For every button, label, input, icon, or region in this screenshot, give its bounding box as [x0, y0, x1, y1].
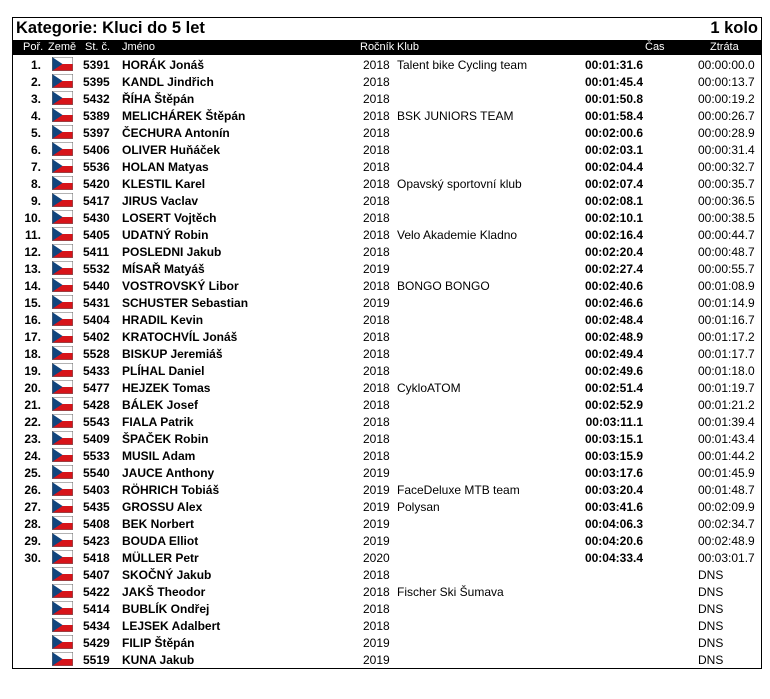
year-cell: 2018 [363, 126, 390, 140]
bib-number-cell: 5402 [83, 330, 110, 344]
position-cell: 27. [24, 500, 41, 514]
position-cell: 10. [24, 211, 41, 225]
table-row [13, 192, 761, 209]
czech-flag-icon [52, 142, 73, 156]
position-cell: 26. [24, 483, 41, 497]
name-cell: FIALA Patrik [122, 415, 194, 429]
round-label: 1 kolo [710, 19, 758, 37]
time-cell: 00:02:40.6 [584, 279, 643, 293]
czech-flag-icon [52, 193, 73, 207]
name-cell: SCHUSTER Sebastian [122, 296, 249, 310]
time-cell: 00:03:11.1 [585, 415, 643, 429]
czech-flag-icon [52, 380, 73, 394]
position-cell: 6. [30, 143, 41, 157]
czech-flag-icon [52, 244, 73, 258]
position-cell: 21. [24, 398, 41, 412]
czech-flag-icon [52, 261, 73, 275]
year-cell: 2018 [363, 177, 390, 191]
table-row [13, 549, 761, 566]
name-cell: BEK Norbert [122, 517, 195, 531]
col-name: Jméno [122, 41, 156, 53]
czech-flag-icon [52, 227, 73, 241]
name-cell: JAUCE Anthony [122, 466, 215, 480]
time-cell: 00:02:49.4 [584, 347, 643, 361]
czech-flag-icon [52, 312, 73, 326]
bib-number-cell: 5528 [83, 347, 110, 361]
position-cell: 30. [24, 551, 41, 565]
name-cell: UDATNÝ Robin [122, 228, 209, 242]
year-cell: 2018 [363, 211, 390, 225]
club-cell: FaceDeluxe MTB team [397, 483, 520, 497]
club-cell: BONGO BONGO [397, 279, 490, 293]
time-cell: 00:03:20.4 [584, 483, 643, 497]
table-row [13, 175, 761, 192]
table-row [13, 277, 761, 294]
czech-flag-icon [52, 516, 73, 530]
bib-number-cell: 5434 [83, 619, 110, 633]
czech-flag-icon [52, 584, 73, 598]
loss-cell: DNS [698, 636, 724, 650]
loss-cell: 00:01:17.2 [698, 330, 755, 344]
time-cell: 00:02:10.1 [584, 211, 643, 225]
time-cell: 00:02:49.6 [584, 364, 643, 378]
name-cell: HEJZEK Tomas [122, 381, 211, 395]
position-cell: 8. [30, 177, 41, 191]
table-row [13, 56, 761, 73]
name-cell: OLIVER Huňáček [122, 143, 221, 157]
loss-cell: 00:00:38.5 [698, 211, 755, 225]
position-cell: 13. [24, 262, 41, 276]
year-cell: 2018 [363, 432, 390, 446]
czech-flag-icon [52, 159, 73, 173]
czech-flag-icon [52, 108, 73, 122]
czech-flag-icon [52, 210, 73, 224]
loss-cell: 00:01:16.7 [698, 313, 755, 327]
time-cell: 00:02:27.4 [584, 262, 643, 276]
czech-flag-icon [52, 448, 73, 462]
club-cell: Polysan [397, 500, 440, 514]
table-row [13, 124, 761, 141]
year-cell: 2018 [363, 143, 390, 157]
time-cell: 00:02:20.4 [584, 245, 643, 259]
position-cell: 3. [30, 92, 41, 106]
czech-flag-icon [52, 74, 73, 88]
table-row [13, 209, 761, 226]
table-row [13, 447, 761, 464]
loss-cell: DNS [698, 602, 724, 616]
time-cell: 00:04:20.6 [584, 534, 643, 548]
col-bib: St. č. [85, 41, 111, 53]
year-cell: 2019 [363, 534, 390, 548]
loss-cell: 00:00:55.7 [698, 262, 755, 276]
year-cell: 2018 [363, 279, 390, 293]
position-cell: 1. [30, 58, 41, 72]
loss-cell: 00:00:48.7 [698, 245, 755, 259]
year-cell: 2019 [363, 636, 390, 650]
col-year: Ročník [360, 41, 395, 53]
loss-cell: 00:02:34.7 [698, 517, 755, 531]
bib-number-cell: 5428 [83, 398, 110, 412]
loss-cell: 00:03:01.7 [698, 551, 755, 565]
table-row [13, 430, 761, 447]
title-bar [13, 18, 761, 40]
year-cell: 2018 [363, 75, 390, 89]
time-cell: 00:02:16.4 [584, 228, 643, 242]
czech-flag-icon [52, 176, 73, 190]
col-loss: Ztráta [710, 41, 739, 53]
loss-cell: 00:00:26.7 [698, 109, 755, 123]
position-cell: 18. [24, 347, 41, 361]
bib-number-cell: 5429 [83, 636, 110, 650]
bib-number-cell: 5440 [83, 279, 110, 293]
table-row [13, 260, 761, 277]
year-cell: 2018 [363, 58, 390, 72]
club-cell: Velo Akademie Kladno [397, 228, 518, 242]
name-cell: KANDL Jindřich [122, 75, 214, 89]
loss-cell: DNS [698, 585, 724, 599]
year-cell: 2018 [363, 194, 390, 208]
position-cell: 7. [30, 160, 41, 174]
table-row [13, 396, 761, 413]
bib-number-cell: 5391 [83, 58, 110, 72]
time-cell: 00:01:45.4 [584, 75, 643, 89]
loss-cell: DNS [698, 653, 724, 667]
table-row [13, 379, 761, 396]
czech-flag-icon [52, 618, 73, 632]
name-cell: KRATOCHVÍL Jonáš [122, 330, 238, 344]
year-cell: 2018 [363, 364, 390, 378]
name-cell: MUSIL Adam [122, 449, 196, 463]
loss-cell: 00:00:00.0 [698, 58, 755, 72]
name-cell: JAKŠ Theodor [122, 585, 206, 599]
position-cell: 12. [24, 245, 41, 259]
time-cell: 00:02:08.1 [584, 194, 643, 208]
bib-number-cell: 5533 [83, 449, 110, 463]
name-cell: ŠPAČEK Robin [122, 432, 209, 446]
czech-flag-icon [52, 278, 73, 292]
year-cell: 2018 [363, 313, 390, 327]
table-row [13, 515, 761, 532]
position-cell: 29. [24, 534, 41, 548]
loss-cell: 00:01:18.0 [698, 364, 755, 378]
name-cell: LEJSEK Adalbert [122, 619, 221, 633]
bib-number-cell: 5536 [83, 160, 110, 174]
loss-cell: 00:00:44.7 [698, 228, 755, 242]
czech-flag-icon [52, 465, 73, 479]
czech-flag-icon [52, 125, 73, 139]
club-cell: Fischer Ski Šumava [397, 585, 504, 599]
name-cell: BUBLÍK Ondřej [122, 602, 210, 616]
col-pos: Poř. [23, 41, 44, 53]
bib-number-cell: 5430 [83, 211, 110, 225]
bib-number-cell: 5414 [83, 602, 110, 616]
results-sheet [12, 17, 762, 669]
loss-cell: 00:01:48.7 [698, 483, 755, 497]
bib-number-cell: 5397 [83, 126, 110, 140]
czech-flag-icon [52, 346, 73, 360]
table-row [13, 158, 761, 175]
czech-flag-icon [52, 499, 73, 513]
table-row [13, 90, 761, 107]
name-cell: KUNA Jakub [122, 653, 195, 667]
bib-number-cell: 5422 [83, 585, 110, 599]
column-header [13, 40, 761, 55]
year-cell: 2018 [363, 109, 390, 123]
table-row [13, 464, 761, 481]
year-cell: 2018 [363, 619, 390, 633]
loss-cell: 00:00:35.7 [698, 177, 755, 191]
table-row [13, 532, 761, 549]
name-cell: POSLEDNI Jakub [122, 245, 222, 259]
position-cell: 15. [24, 296, 41, 310]
bib-number-cell: 5405 [83, 228, 110, 242]
time-cell: 00:02:51.4 [584, 381, 643, 395]
table-row [13, 73, 761, 90]
table-row [13, 481, 761, 498]
year-cell: 2018 [363, 330, 390, 344]
time-cell: 00:02:48.4 [584, 313, 643, 327]
position-cell: 2. [30, 75, 41, 89]
bib-number-cell: 5540 [83, 466, 110, 480]
year-cell: 2019 [363, 262, 390, 276]
loss-cell: 00:00:32.7 [698, 160, 755, 174]
table-row [13, 617, 761, 634]
name-cell: MÜLLER Petr [122, 551, 199, 565]
bib-number-cell: 5431 [83, 296, 110, 310]
bib-number-cell: 5417 [83, 194, 110, 208]
time-cell: 00:03:15.1 [584, 432, 643, 446]
loss-cell: 00:01:45.9 [698, 466, 755, 480]
time-cell: 00:04:33.4 [584, 551, 643, 565]
bib-number-cell: 5418 [83, 551, 110, 565]
table-row [13, 294, 761, 311]
time-cell: 00:02:04.4 [584, 160, 643, 174]
bib-number-cell: 5423 [83, 534, 110, 548]
table-row [13, 243, 761, 260]
loss-cell: 00:00:31.4 [698, 143, 755, 157]
czech-flag-icon [52, 482, 73, 496]
bib-number-cell: 5408 [83, 517, 110, 531]
year-cell: 2018 [363, 381, 390, 395]
name-cell: KLESTIL Karel [122, 177, 206, 191]
time-cell: 00:03:41.6 [584, 500, 643, 514]
table-row [13, 226, 761, 243]
position-cell: 19. [24, 364, 41, 378]
position-cell: 9. [30, 194, 41, 208]
position-cell: 16. [24, 313, 41, 327]
bib-number-cell: 5435 [83, 500, 110, 514]
bib-number-cell: 5404 [83, 313, 110, 327]
time-cell: 00:02:03.1 [584, 143, 643, 157]
table-row [13, 634, 761, 651]
loss-cell: 00:02:09.9 [698, 500, 755, 514]
czech-flag-icon [52, 91, 73, 105]
time-cell: 00:02:07.4 [584, 177, 643, 191]
name-cell: PLÍHAL Daniel [122, 364, 205, 378]
position-cell: 4. [30, 109, 41, 123]
czech-flag-icon [52, 635, 73, 649]
year-cell: 2018 [363, 602, 390, 616]
club-cell: CykloATOM [397, 381, 461, 395]
bib-number-cell: 5519 [83, 653, 110, 667]
year-cell: 2020 [363, 551, 390, 565]
name-cell: BISKUP Jeremiáš [122, 347, 223, 361]
year-cell: 2019 [363, 500, 390, 514]
name-cell: JIRUS Vaclav [122, 194, 199, 208]
table-row [13, 328, 761, 345]
czech-flag-icon [52, 363, 73, 377]
time-cell: 00:03:15.9 [584, 449, 643, 463]
table-row [13, 413, 761, 430]
name-cell: BOUDA Elliot [122, 534, 199, 548]
club-cell: BSK JUNIORS TEAM [397, 109, 514, 123]
table-row [13, 498, 761, 515]
loss-cell: 00:01:08.9 [698, 279, 755, 293]
czech-flag-icon [52, 295, 73, 309]
loss-cell: DNS [698, 619, 724, 633]
bib-number-cell: 5532 [83, 262, 110, 276]
table-row [13, 600, 761, 617]
position-cell: 17. [24, 330, 41, 344]
loss-cell: 00:01:43.4 [698, 432, 755, 446]
czech-flag-icon [52, 397, 73, 411]
position-cell: 24. [24, 449, 41, 463]
time-cell: 00:01:31.6 [584, 58, 643, 72]
year-cell: 2018 [363, 92, 390, 106]
year-cell: 2018 [363, 398, 390, 412]
loss-cell: 00:01:21.2 [698, 398, 755, 412]
time-cell: 00:02:48.9 [584, 330, 643, 344]
loss-cell: 00:01:14.9 [698, 296, 755, 310]
table-row [13, 345, 761, 362]
position-cell: 11. [24, 228, 41, 242]
table-row [13, 583, 761, 600]
name-cell: HOLAN Matyas [122, 160, 209, 174]
year-cell: 2018 [363, 415, 390, 429]
year-cell: 2019 [363, 296, 390, 310]
name-cell: ŘÍHA Štěpán [122, 92, 195, 106]
table-row [13, 651, 761, 668]
name-cell: HRADIL Kevin [122, 313, 204, 327]
col-club: Klub [397, 41, 420, 53]
col-time: Čas [645, 41, 665, 53]
year-cell: 2019 [363, 483, 390, 497]
name-cell: LOSERT Vojtěch [122, 211, 217, 225]
time-cell: 00:02:46.6 [584, 296, 643, 310]
year-cell: 2018 [363, 449, 390, 463]
bib-number-cell: 5407 [83, 568, 110, 582]
bib-number-cell: 5543 [83, 415, 110, 429]
name-cell: ČECHURA Antonín [122, 126, 230, 140]
year-cell: 2018 [363, 585, 390, 599]
name-cell: HORÁK Jonáš [122, 58, 205, 72]
czech-flag-icon [52, 57, 73, 71]
name-cell: MELICHÁREK Štěpán [122, 109, 246, 123]
year-cell: 2018 [363, 160, 390, 174]
position-cell: 20. [24, 381, 41, 395]
loss-cell: 00:00:19.2 [698, 92, 755, 106]
name-cell: FILIP Štěpán [122, 636, 195, 650]
loss-cell: DNS [698, 568, 724, 582]
loss-cell: 00:01:39.4 [698, 415, 755, 429]
bib-number-cell: 5409 [83, 432, 110, 446]
czech-flag-icon [52, 431, 73, 445]
year-cell: 2019 [363, 466, 390, 480]
name-cell: MÍSAŘ Matyáš [122, 262, 205, 276]
loss-cell: 00:01:44.2 [698, 449, 755, 463]
loss-cell: 00:01:17.7 [698, 347, 755, 361]
table-row [13, 141, 761, 158]
position-cell: 14. [24, 279, 41, 293]
czech-flag-icon [52, 567, 73, 581]
time-cell: 00:02:00.6 [584, 126, 643, 140]
results-table [13, 56, 761, 668]
bib-number-cell: 5433 [83, 364, 110, 378]
table-row [13, 311, 761, 328]
loss-cell: 00:01:19.7 [698, 381, 755, 395]
position-cell: 5. [30, 126, 41, 140]
time-cell: 00:01:58.4 [584, 109, 643, 123]
position-cell: 28. [24, 517, 41, 531]
year-cell: 2018 [363, 228, 390, 242]
year-cell: 2019 [363, 517, 390, 531]
table-row [13, 566, 761, 583]
position-cell: 22. [24, 415, 41, 429]
year-cell: 2018 [363, 347, 390, 361]
loss-cell: 00:02:48.9 [698, 534, 755, 548]
name-cell: GROSSU Alex [122, 500, 203, 514]
col-country: Země [48, 41, 77, 53]
name-cell: RÖHRICH Tobiáš [122, 483, 220, 497]
loss-cell: 00:00:28.9 [698, 126, 755, 140]
time-cell: 00:01:50.8 [584, 92, 643, 106]
bib-number-cell: 5411 [83, 245, 110, 259]
category-title: Kategorie: Kluci do 5 let [16, 19, 205, 37]
bib-number-cell: 5432 [83, 92, 110, 106]
czech-flag-icon [52, 329, 73, 343]
name-cell: VOSTROVSKÝ Libor [122, 279, 239, 293]
name-cell: SKOČNÝ Jakub [122, 568, 212, 582]
position-cell: 25. [24, 466, 41, 480]
czech-flag-icon [52, 601, 73, 615]
club-cell: Talent bike Cycling team [397, 58, 528, 72]
loss-cell: 00:00:13.7 [698, 75, 755, 89]
czech-flag-icon [52, 533, 73, 547]
time-cell: 00:02:52.9 [584, 398, 643, 412]
table-row [13, 107, 761, 124]
czech-flag-icon [52, 414, 73, 428]
year-cell: 2019 [363, 653, 390, 667]
year-cell: 2018 [363, 568, 390, 582]
loss-cell: 00:00:36.5 [698, 194, 755, 208]
bib-number-cell: 5389 [83, 109, 110, 123]
time-cell: 00:03:17.6 [584, 466, 643, 480]
bib-number-cell: 5406 [83, 143, 110, 157]
bib-number-cell: 5403 [83, 483, 110, 497]
bib-number-cell: 5395 [83, 75, 110, 89]
year-cell: 2018 [363, 245, 390, 259]
bib-number-cell: 5477 [83, 381, 110, 395]
time-cell: 00:04:06.3 [584, 517, 643, 531]
name-cell: BÁLEK Josef [122, 398, 199, 412]
table-row [13, 362, 761, 379]
position-cell: 23. [24, 432, 41, 446]
bib-number-cell: 5420 [83, 177, 110, 191]
club-cell: Opavský sportovní klub [397, 177, 522, 191]
czech-flag-icon [52, 550, 73, 564]
czech-flag-icon [52, 652, 73, 666]
